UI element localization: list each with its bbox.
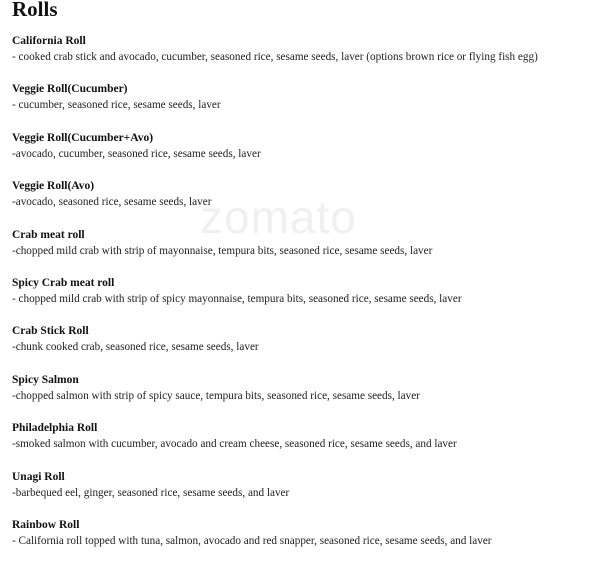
section-title: Rolls [12,0,58,21]
menu-list [12,34,597,566]
menu-item-description: -avocado, seasoned rice, sesame seeds, laver [12,196,212,209]
menu-item-name: Rainbow Roll [12,518,80,531]
menu-item [12,470,597,518]
menu-item-description: - cucumber, seasoned rice, sesame seeds, laver [12,99,221,112]
menu-item-description: -avocado, cucumber, seasoned rice, sesame seeds, laver [12,147,261,160]
menu-item-description: - chopped mild crab with strip of spicy mayonnaise, tempura bits, seasoned rice, sesame seeds, laver [12,292,462,305]
menu-item-description: - cooked crab stick and avocado, cucumber, seasoned rice, sesame seeds, laver (options brown rice or flying fish egg) [12,51,538,63]
menu-item-description: -smoked salmon with cucumber, avocado and cream cheese, seasoned rice, sesame seeds, and laver [12,438,457,451]
menu-item [12,131,597,179]
menu-item-name: Crab Stick Roll [12,325,89,338]
menu-item [12,276,597,324]
menu-item-name: Veggie Roll(Avo) [12,180,95,193]
menu-item [12,324,597,372]
menu-item-name: Veggie Roll(Cucumber+Avo) [12,131,154,144]
menu-item-name: Crab meat roll [12,228,85,241]
menu-item-name: California Roll [12,35,86,47]
menu-item-name: Spicy Crab meat roll [12,276,115,289]
menu-item [12,373,597,421]
menu-item [12,228,597,276]
menu-item [12,34,597,82]
menu-item-name: Veggie Roll(Cucumber) [12,83,128,96]
menu-item [12,82,597,130]
menu-item-name: Philadelphia Roll [12,422,98,435]
menu-item [12,179,597,227]
menu-item [12,518,597,566]
menu-item [12,421,597,469]
menu-item-description: -chunk cooked crab, seasoned rice, sesame seeds, laver [12,341,259,354]
menu-item-name: Unagi Roll [12,470,65,483]
menu-item-name: Spicy Salmon [12,373,79,386]
menu-item-description: - California roll topped with tuna, salmon, avocado and red snapper, seasoned rice, sesame seeds, and laver [12,534,492,547]
menu-item-description: -barbequed eel, ginger, seasoned rice, sesame seeds, and laver [12,486,290,499]
menu-item-description: -chopped mild crab with strip of mayonnaise, tempura bits, seasoned rice, sesame seeds, laver [12,244,433,257]
watermark-logo: zomato [200,191,357,243]
menu-item-description: -chopped salmon with strip of spicy sauce, tempura bits, seasoned rice, sesame seeds, laver [12,389,420,402]
